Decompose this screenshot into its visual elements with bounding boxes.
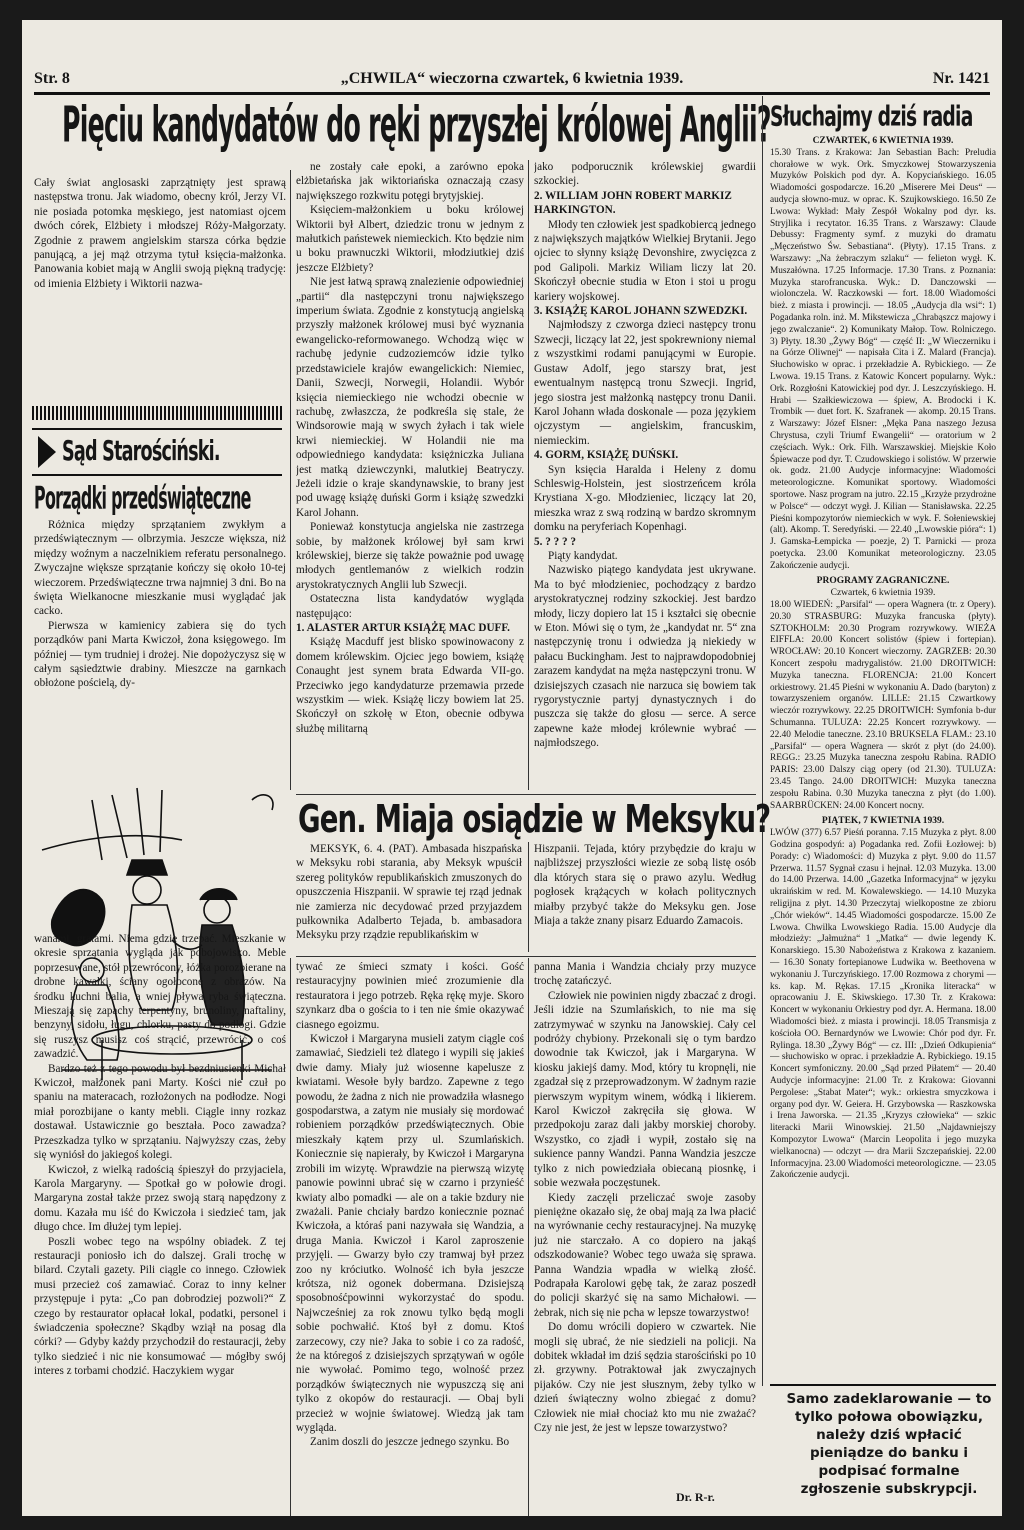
mexico-divider — [528, 842, 529, 952]
masthead-line: „CHWILA“ wieczorna czwartek, 6 kwietnia 1939. — [340, 70, 684, 87]
radio-listings — [770, 136, 996, 1386]
court-col3: panna Mania i Wandzia chciały przy muzyce trochę zatańczyć. Człowiek nie powinien nigdy zbaczać z drogi. Jeśli idzie na Szumlańskich, to nie ma się zatrzymywać w szynku na Janowskiej. Cały cel podróży chybiony. Przekonali się o tym bardzo dowodnie tak Kwiczoł, jak i Margaryna. W kiosku jakiejś damy. Mod, który tu kropnęli, nie zgadzał się z przeprowadzonym. W żadnym razie pierwszym wypitym winem, wódką i likierem. Karol Kwiczoł zakręciła się głowa. W przedpokoju zaraz dali jakby morskiej choroby. Wszystko, co zjadł i wypił, zostało się na sukience panny Wandzi. Panna Wandzia jeszcze tylko z nich powiedziała obiecaną piosnkę, i sobie wezwała poczęstunek. Kiedy zaczęli przeliczać swoje zasoby pieniężne okazało się, że obaj mają za lwa płacić na wyrównanie cechy restauracyjnej. Na muzykę już nie starczało. A co dopiero na jakąś odszkodowanie? Wobec tego uważa się sprawa. Panna Wandzia wpadła w wielką złość. Podrapała Karolowi gębę tak, że zaraz poszedł do policji skarżyć się na samo Michałowi. — żebrak, nich się nie pcha w lepsze towarzystwo! Do domu wrócili dopiero w czwartek. Nie mogli się ubrać, że nie siedzieli na policji. Na dobitek wkładał im dziś sędzia starościński po 10 zł. grzywny. Potraktował jak zwyczajnych pijaków. Czy nie jest słusznym, żeby tylko w dzień świąteczny wolno zbiegać z domu? Człowiek nie miał chociaż kto mu nie zważać? Czy nie jest, że jest w lepsze towarzystwo? — [534, 961, 756, 1434]
col-divider-3 — [290, 958, 291, 1516]
mexico-col1: MEKSYK, 6. 4. (PAT). Ambasada hiszpańska w Meksyku robi starania, aby Meksyk wpuścił szereg polityków republikańskich zmuszonych do opuszczenia Hiszpanii. W sprawie tej rząd jednak nie zamierza nic decydować przed przyjazdem pułkownika Adalberto Tejada, b. ambasadora Meksyku przy rządzie republikańskim w — [296, 843, 522, 942]
col-divider-4 — [528, 958, 529, 1516]
main-article-col2: ne zostały całe epoki, a zarówno epoka elżbietańska jak wiktoriańska oznaczają czasy największego rozkwitu potęgi brytyjskiej. Księciem-małżonkiem u boku królowej Wiktorii był Albert, dziedzic tronu w jednym z małutkich państewek niemieckich. Kto będzie nim u boku prawnuczki Wiktorii, młodziutkiej dziś jeszcze Elżbiety? Nie jest łatwą sprawą znalezienie odpowiedniej „partii“ dla następczyni tronu największego imperium świata. Zgodnie z konstytucją angielską przyszły małżonek królowej musi być wyznania ewangelicko-reformowanego. Wchodzą więc w rachubę jedynie cudzoziemców idzie tylko przedstawiciele krajów ewangelickich: Niemiec, Danii, Szwecji, Norwegii, Holandii. Wybór księcia niemieckiego nie wchodzi obecnie w rachubę, zwłaszcza, że podkreśla się stale, że Windsorowie mają w swych żyłach i tak wiele krwi niemieckiej. W Holandii nie ma odpowiedniego kandydata: księżniczka Juliana jest matką dziewczynki, malutkiej Beatryczy. Jeżeli idzie o kraje skandynawskie, to brany jest pod uwagę książę duński Gorm i książę szwedzki Karol Johann. Ponieważ konstytucja angielska nie zastrzega sobie, by małżonek królowej był sam krwi królewskiej, bierze się także poważnie pod uwagę młodych gentlemanów z wielkich rodzin arystokratycznych Anglii lub Szwecji. Ostateczna lista kandydatów wygląda następująco: 1. ALASTER ARTUR KSIĄŻĘ MAC DUFF. Książę Macduff jest blisko spowinowacony z domem królewskim. Ojciec jego bowiem, książę Conaught jest synem brata Edwarda VII-go. Przeciwko jego kandydaturze przemawia przede wszystkim — wiek. Książę liczy bowiem lat 25. Skończył on szkołę w Eton, obecnie odbywa służbę militarną — [296, 161, 524, 735]
radio-today-date: CZWARTEK, 6 KWIETNIA 1939. — [812, 136, 954, 146]
page-header — [34, 66, 990, 92]
court-kicker: Sąd Starościński. — [62, 436, 220, 468]
radio-column-divider — [762, 96, 763, 1386]
newspaper-page — [22, 20, 1002, 1516]
radio-tomorrow-date: PIĄTEK, 7 KWIETNIA 1939. — [821, 816, 945, 827]
radio-foreign-program: 18.00 WIEDEŃ: „Parsifal“ — opera Wagnera (tr. z Opery). 20.30 STRASBURG: Muzyka francuska (płyty). SZTOKHOLM: 20.30 Program rozrywkowy. WIEŻA EIFFLA: 20.00 Koncert solistów (śpiew i fortepian). WROCŁAW: 20.10 Koncert wieczorny. ZAGRZEB: 20.30 Koncert zespołu madrygalistów. 21.00 DROITWICH: Muzyka taneczna. FLORENCJA: 21.00 Koncert orkiestrowy. 21.45 Pieśni w wykonaniu A. Dado (baryton) z towarzyszeniem organów. LILLE: 21.15 Czwartkowy wieczór rozrywkowy. 22.25 DROITWICH: Symfonia b-dur Schumanna. TULUZA: 22.25 Koncert rozrywkowy. — 22.40 Melodie taneczne. 23.10 BRUKSELA FLAM.: 23.10 „Parsifal“ — opera Wagnera — skrót z płyt (do 24.00). REGG.: 23.25 Muzyka taneczna zespołu Rabina. RADIO PARIS: 23.00 Dalszy ciąg opery (od 21.30). TULUZA: 23.45 Tango. 24.00 DROITWICH: Muzyka taneczna zespołu Rabina. 0.30 Muzyka taneczna z płyt (do 1.00). SAARBRÜCKEN: 24.00 Koncert nocny. — [770, 600, 996, 811]
court-col1-bottom: wanami, gratami. Niema gdzie trzepać. Mieszkanie w okresie sprzątania wygląda jak pobojowisko. Meble poprzesuwane, stół przewrócony, łóżka porozbierane na drobne kawałki, ściany ogołocone z obrazów. Na środku kuchni balia, a wniej pływa ryba świąteczna. Mieszają się zapachy terpentyny, brunoliny, naftaliny, benzyny, sidołu, ługu, chlorku, pasty do podłogi. Gdzie się ruszysz musisz coś strącić, przewrócić, o coś zawadzić. Bardzo też z tego powodu był bezdniusienki Michał Kwiczoł, małżonek pani Marty. Kości nie czuł po spaniu na materacach, rozłożonych na podłodze. Nogi miał porozbijane o kanty mebli. Ciągle inny rozkaz dostawał. Ustawicznie go beształa. Poco zawadza? Przeszkadza tylko w sprzątaniu. Najwyższy czas, żeby się wyniósł do jakiegoś kolegi. Kwiczoł, z wielką radością śpieszył do przyjaciela, Karola Margaryny. — Spotkał go w połowie drogi. Margaryna został także przez swoją starą napędzony z domu. Kazała mu iść do Kwiczoła i siedzieć tam, jak długo chce. Im dłużej tym lepiej. Poszli wobec tego na wspólny obiadek. Z tej restauracji poniosło ich do dalszej. Grali trochę w bilard. Czytali gazety. Pili ciągle co innego. Człowiek musi przecież coś zamawiać. Coraz to inny kelner przystępuje i pyta: „Co pan dobrodziej pozwoli?“ Z czego by restaurator opłacał lokal, podatki, personel i świadczenia społeczne? Skądby wziął na posag dla córki? — Gdyby każdy przychodził do restauracji, żeby tylko siedzieć i nic nie konsumować — mógłby swój interes z torbami chodzić. Haczykiem wygar — [34, 933, 286, 1378]
article-signature: Dr. R-r. — [676, 1490, 715, 1504]
radio-title: Słuchajmy dziś radia — [770, 100, 973, 133]
subscription-notice: Samo zadeklarowanie — to tylko połowa obowiązku, należy dziś wpłacić pieniądze do banku i podpisać formalne zgłoszenie subskrypcji. — [786, 1391, 992, 1497]
notice-rule — [770, 1384, 996, 1386]
mexico-headline: Gen. Miaja osiądzie w Meksyku? — [298, 796, 771, 842]
main-article-col3: jako podporucznik królewskiej gwardii szkockiej. 2. WILLIAM JOHN ROBERT MARKIZ HARKINGTON. Młody ten człowiek jest spadkobiercą jednego z największych majątków Wielkiej Brytanii. Jego ojciec to słynny książę Devonshire, zwycięzca z pod Galipoli. Markiz Wiliam liczy lat 20. Skończył obecnie studia w Eton i stoi u progu kariery wojskowej. 3. KSIĄŻĘ KAROL JOHANN SZWEDZKI. Najmłodszy z czworga dzieci następcy tronu Szwecji, liczący lat 22, jest spokrewniony niemal z wszystkimi rodami panującymi w Europie. Gustaw Adolf, jego starszy brat, jest ewentualnym następcą tronu Szwecji. Ingrid, jego siostra jest małżonką następcy tronu Danii. Karol Johann włada doskonale — poza językiem ojczystym — angielskim, francuskim, niemieckim. 4. GORM, KSIĄŻĘ DUŃSKI. Syn księcia Haralda i Heleny z domu Schleswig-Holstein, jest siostrzeńcem króla Krystiana X-go. Młodzieniec, liczący lat 20, mieszka wraz z swą rodziną w bardzo skromnym domku na peryferiach Kopenhagi. 5. ? ? ? ? Piąty kandydat. Nazwisko piątego kandydata jest ukrywane. Ma to być młodzieniec, pochodzący z bardzo arystokratycznej rodziny szkockiej. Jest bardzo młody, liczy dopiero lat 15 i kształci się obecnie w Eton. Mówi się o tym, że „kandydat nr. 5“ zna następczynię tronu i odwiedza ją niekiedy w pałacu Buckingham. Jest to najprawdopodobniej zarazem kandydat na męża następczyni tronu. W dzisiejszych czasach nie narzuca się bowiem tak rygorystycznie partyj dynastycznych i do puszcza się także do głosu — serce. A serce zapewne każe młodej królewnie wybrać — najmłodszego. — [534, 161, 756, 750]
radio-today-program: 15.30 Trans. z Krakowa: Jan Sebastian Bach: Preludia chorałowe w wyk. Ork. Smyczkowej Stowarzyszenia Muzyków Polskich pod dyr. A. Kopyciańskiego. 16.05 Wiadomości gospodarcze. 16.20 „Miserere Mei Deus“ — audycja słowno-muz. w oprac. K. Szujkowskiego. 16.50 Ze Lwowa: Wykład: Mały Zespół Wokalny pod dyr. ks. Stryjlika i recytator. 16.35 Trans. z Warszawy: Claude Debussy: Fragmenty symf. z muzyki do dramatu „Męczeństwo Św. Sebastiana“. (Płyty). 17.15 Trans. z Warszawy: „Na żebraczym szlaku“ — felieton wygł. K. Muszałówna. 17.25 Informacje. 17.30 Trans. z Poznania: Muzyka starofrancuska. Wyk.: D. Danczowski — wiolonczela. W. Raczkowski — fort. 18.00 Wiadomości bież. z miasta i prowincji. — 18.05 „Audycja dla wsi“: 1) Pogadanka roln. inż. M. Mikstewicza „Chrabąszcz majowy i jego zwalczanie“. 2) Komunikaty Małop. Tow. Rolniczego. 3) Płyty. 18.30 „Żywy Bóg“ — część II: „W Wieczerniku i na Górze Oliwnej“ — napisała Cita i Z. Malard (Francja). Słuchowisko w oprac. i przekładzie A. Rybickiego. — Ze Lwowa. 19.15 Trans. z Katowic Koncert popularny. Wyk.: Ork. Rozgłośni Katowickiej pod dyr. J. Leszczyńskiego. H. Hrabi — Szałkiewiczowa — śpiew, A. Brodocki i K. Trombik — duet fort. K. Szafranek — akomp. 20.15 Trans. z Warszawy: Józef Elsner: „Męka Pana naszego Jezusa Chrystusa, czyli Triumf Ewangelii“ — oratorium w 2 częściach. Wyk.: Ork. Filh. Warszawskiej. Miejskie Koło Śpiewacze pod dyr. T. Czudowskiego i solistów. W przerwie ok. godz. 21.00 Audycje informacyjne: Wiadomości meteorologiczne. Komunikat sportowy. Wiadomości sportowe. Nasz program na jutro. 22.15 „Krzyże przydrożne w Polsce“ — odczyt wygł. J. Kilian — Stanisławska. 22.25 Pieśni kompozytorów niemieckich w wyk. F. Sołeniewskiej (alt). Akomp. T. Seredyński. — 22.40 „Lwowskie pióra“: 1) J. Gamska-Łempicka — poezje, 2) T. Parnicki — proza poetycka. 23.00 Komunikat meteorologiczny. 23.05 Zakończenie audycji. — [770, 147, 996, 571]
issue-number: Nr. 1421 — [932, 70, 990, 87]
mexico-col2: Hiszpanii. Tejada, który przybędzie do kraju w najbliższej przyszłości wiezie ze sobą listę osób dla których stara się o prawo azylu. Według pogłosek krążących w kołach politycznych miałby przybyć także do Meksyku gen. Jose Miaja a także znany pisarz Eduardo Zamacois. — [534, 843, 756, 928]
radio-foreign-date: Czwartek, 6 kwietnia 1939. — [830, 588, 936, 599]
court-col1-top: Różnica między sprzątaniem zwykłym a przedświątecznym — olbrzymia. Jeszcze większa, niż między woźnym a naczelnikiem referatu personalnego. Zwyczajne większe sprzątanie kończy się około 10-tej wieczorem. Przedświąteczne trwa najmniej 3 dni. Bo na święta Wielkanocne mieszkanie musi wyglądać jak cacko. Pierwsza w kamienicy zabiera się do tych porządków pani Marta Kwiczoł, żona księgowego. Im później — tym trudniej i drożej. Nie dopożyczysz się w całym sąsiedztwie drabiny. Mieszcze na garnkach obłożone pościelą, dy- — [34, 519, 286, 690]
ornament-stripes — [32, 406, 284, 420]
main-headline: Pięciu kandydatów do ręki przyszłej królowej Anglii? — [62, 98, 771, 154]
main-article-col1: Cały świat anglosaski zaprzątnięty jest sprawą następstwa tronu. Jak wiadomo, obecny król, Jerzy VI. nie posiada potomka męskiego, jest natomiast ojcem dwóch córek, Elżbiety i młodszej Róży-Małgorzaty. Zgodnie z prawem angielskim starsza córka będzie panującą, a jej mąż otrzyma tytuł księcia-małżonka. Panowania kobiet mają w Anglii swoją piękną tradycję: od imienia Elżbiety i Wiktorii nazwa- — [34, 177, 286, 290]
page-number: Str. 8 — [34, 70, 70, 87]
mexico-bottom-rule — [296, 956, 756, 957]
kicker-wedge — [38, 436, 56, 468]
col-divider-2 — [528, 160, 529, 790]
header-rule — [34, 92, 990, 95]
col-divider-1 — [290, 170, 291, 790]
court-col2: tywać ze śmieci szmaty i kości. Gość restauracyjny powinien mieć zrozumienie dla restauratora i jego potrzeb. Ręka rękę myje. Skoro szynkarz dba o gościa to i ten nie śmie okazywać ciasnego egoizmu. Kwiczoł i Margaryna musieli zatym ciągle coś zamawiać, Siedzieli też dlatego i wypili się jakieś dwie damy. Miały już wiosenne kapelusze z kwiatami. Wesołe były bardzo. Zapewne z tego powodu, że żadna z nich nie prowadziła własnego gospodarstwa, a zatym nie musiały się mordować robieniem porządków przedświątecznych. Obie mieszkały kątem przy ul. Szumlańskich. Koniecznie się napierały, by Kwiczoł i Margaryna zrobili im wizytę. Wprawdzie na pierwszą wizytę panowie powinni ubrać się w czarno i przynieść kwiaty albo pomadki — ale on a takie bzdury nie zważali. Panie chciały bardzo koniecznie poznać Kwiczoła, a któraś pani nazywała się Wandzia, a druga Mania. Kwiczoł i Karol zaproszenie przyjęli. — Gwarzy było czy tramwaj był przez zoo ny króciutko. Wolność ich była jeszcze krótsza, niż ogonek dobermana. Dzisiejszą sposobnośćpowinni wykorzystać do spodu. Najwcześniej za rok znowu tylko będą mogli sobie pochwałić. Ktoś był z domu. Ktoś zarzecowy, czy nie? Jaka to sobie i co za radość, że na któregoś z dzisiejszych sprzątywań w ogóle nie wywołać. Pomimo tego, wolność przez porządków świątecznych nie wypuszczą się ani tylko z okopów do restauracji. — Obaj byli przecież w wojnie światowej. Wiedzą jak tam wygląda. Zanim doszli do jeszcze jednego szynku. Bo — [296, 961, 524, 1449]
radio-tomorrow-program: LWÓW (377) 6.57 Pieśń poranna. 7.15 Muzyka z płyt. 8.00 Godzina gospodyń: a) Pogadanka red. Zofii Łozłowej: b) Porady: c) Wiadomości: d) Muzyka z płyt. 9.00 do 11.57 Przerwa. 11.57 Sygnał czasu i hejnał. 12.03 Muzyka. 13.00 do 14.00 Przerwa. 14.00 „Gazetka Informacyjna“ w języku ukraińskim w red. M. Kowalewskiego. — 14.10 Muzyka religijna z płyt. 14.30 Przeczytaj wielkopostne ze zbioru „Chór wieków“. 14.45 Wiadomości gospodarcze. 15.00 Ze Lwowa. Chwilka Lwowskiego Radia. 15.00 Audycje dla młodzieży: „Jałmużna“ 1 „Matka“ — dwie legendy K. Konarskiego. 15.30 Nabożeństwa z Krakowa z kazaniem. — 16.30 Sonaty fortepianowe Ludwika w. Beethovena w wykonaniu J. Turczyńskiego. 17.00 Rozmowa z chorymi — ks. kap. M. Rękas. 17.15 „Kronika literacka“ w opracowaniu J. E. Skiwskiego. 17.30 Tr. z Krakowa: Koncert w wykonaniu Orkiestry pod dyr. A. Hermana. 18.00 Wiadomości bież. z miasta i prowincji. 18.05 Transmisja z kościoła OO. Bernardynów we Lwowie: Chór pod dyr. Fr. Rylinga. 18.30 „Żywy Bóg“ — cz. III: „Dzień Odkupienia“ — słuchowisko w oprac. i przekładzie A. Rybickiego. 19.15 Koncert symfoniczny. 20.00 „Sąd przed Piłatem“ — 20.40 Audycje informacyjne: 21.00 Tr. z Krakowa: Giovanni Pergolese: „Stabat Mater“; wyk.: orkiestra smyczkowa i organy pod dyr. W. Geiera. H. Grzybowska — Raszkowska i Irena Jaworska. — 21.35 „Kryzys człowieka“ — szkic literacki Marii Winowskiej. 21.50 „Najdawniejszy Kompozytor Lwowa“ (Marcin Leopolita i jego muzyka wielkanocna) — odczyt — dra Marii Szczepańskiej. 22.00 Informacyjna. 23.00 Wiadomości meteorologiczne. — 23.05 Zakończenie audycji. — [770, 828, 996, 1181]
court-kicker-box — [32, 428, 282, 476]
radio-foreign-title: PROGRAMY ZAGRANICZNE. — [816, 576, 950, 587]
court-title: Porządki przedświąteczne — [34, 480, 251, 517]
mexico-top-rule — [296, 794, 756, 795]
